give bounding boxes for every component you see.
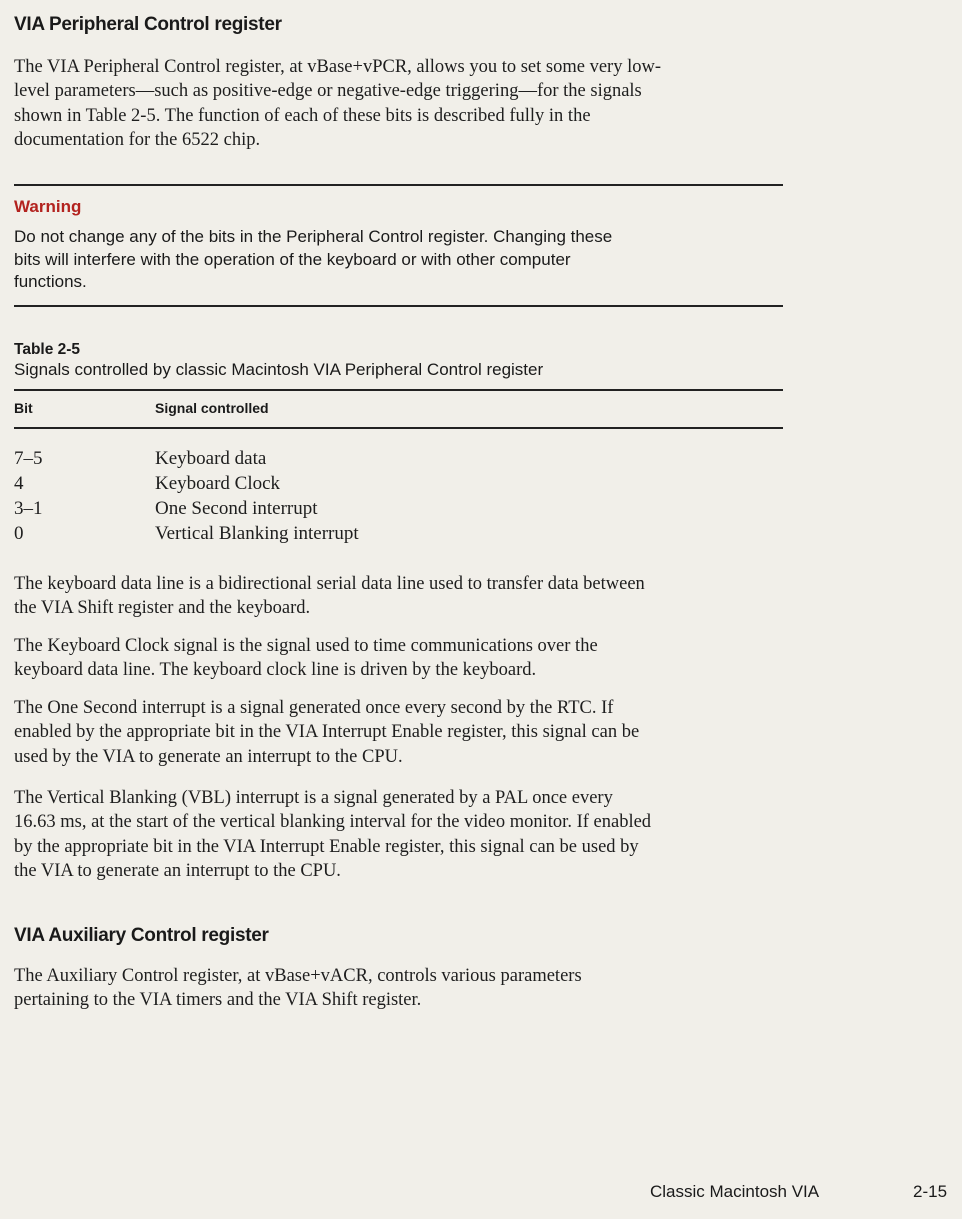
acr-intro-paragraph	[14, 964, 582, 1013]
section-heading-acr: VIA Auxiliary Control register	[14, 925, 269, 946]
table-number: Table 2-5	[14, 341, 81, 358]
warning-label: Warning	[14, 197, 82, 216]
text-line: the VIA to generate an interrupt to the CPU.	[14, 860, 341, 881]
text-line: The Auxiliary Control register, at vBase+vACR, controls various parameters	[14, 966, 582, 986]
warning-text	[14, 226, 784, 294]
cell-bit: 3–1	[14, 498, 43, 519]
text-line: The keyboard data line is a bidirectional serial data line used to transfer data between	[14, 574, 645, 594]
text-line: the VIA Shift register and the keyboard.	[14, 598, 311, 619]
section-heading-pcr: VIA Peripheral Control register	[14, 14, 282, 35]
text-line: shown in Table 2-5. The function of each of these bits is described fully in the	[14, 105, 591, 126]
text-line: level parameters—such as positive-edge or negative-edge triggering—for the signals	[14, 81, 642, 102]
text-line: documentation for the 6522 chip.	[14, 129, 261, 150]
text-line: Do not change any of the bits in the Peripheral Control register. Changing these	[14, 227, 613, 246]
table-header-top-rule	[14, 389, 783, 391]
text-line: bits will interfere with the operation of the keyboard or with other computer	[14, 249, 571, 269]
table-header-bottom-rule	[14, 427, 783, 429]
paragraph-one-second-interrupt	[14, 696, 639, 769]
text-line: The One Second interrupt is a signal generated once every second by the RTC. If	[14, 698, 614, 718]
text-line: used by the VIA to generate an interrupt to the CPU.	[14, 746, 403, 767]
warning-bottom-rule	[14, 305, 783, 307]
text-line: The Keyboard Clock signal is the signal used to time communications over the	[14, 636, 598, 656]
footer-page-number: 2-15	[913, 1182, 948, 1201]
cell-signal: Vertical Blanking interrupt	[155, 523, 359, 544]
cell-bit: 4	[14, 473, 24, 494]
paragraph-keyboard-clock	[14, 634, 598, 683]
text-line: by the appropriate bit in the VIA Interrupt Enable register, this signal can be used by	[14, 836, 639, 857]
table-body	[14, 446, 359, 546]
table-row	[14, 471, 359, 496]
cell-signal: Keyboard data	[155, 448, 267, 469]
table-caption: Signals controlled by classic Macintosh VIA Peripheral Control register	[14, 360, 544, 379]
text-line: 16.63 ms, at the start of the vertical blanking interval for the video monitor. If enabled	[14, 812, 652, 833]
paragraph-vbl-interrupt	[14, 786, 651, 883]
table-header-signal: Signal controlled	[155, 400, 269, 416]
paragraph-keyboard-data	[14, 572, 645, 621]
cell-bit: 7–5	[14, 448, 43, 469]
text-line: functions.	[14, 272, 87, 291]
text-line: The Vertical Blanking (VBL) interrupt is a signal generated by a PAL once every	[14, 788, 613, 808]
table-row	[14, 446, 359, 471]
pcr-intro-paragraph	[14, 55, 661, 152]
text-line: keyboard data line. The keyboard clock line is driven by the keyboard.	[14, 660, 537, 681]
table-row	[14, 521, 359, 546]
text-line: The VIA Peripheral Control register, at vBase+vPCR, allows you to set some very low-	[14, 57, 661, 77]
table-row	[14, 496, 359, 521]
cell-signal: One Second interrupt	[155, 498, 318, 519]
text-line: enabled by the appropriate bit in the VIA Interrupt Enable register, this signal can be	[14, 722, 640, 743]
cell-signal: Keyboard Clock	[155, 473, 281, 494]
cell-bit: 0	[14, 523, 24, 544]
table-header-bit: Bit	[14, 400, 33, 416]
text-line: pertaining to the VIA timers and the VIA Shift register.	[14, 990, 422, 1011]
footer-chapter-title: Classic Macintosh VIA	[650, 1182, 820, 1201]
warning-top-rule	[14, 184, 783, 186]
